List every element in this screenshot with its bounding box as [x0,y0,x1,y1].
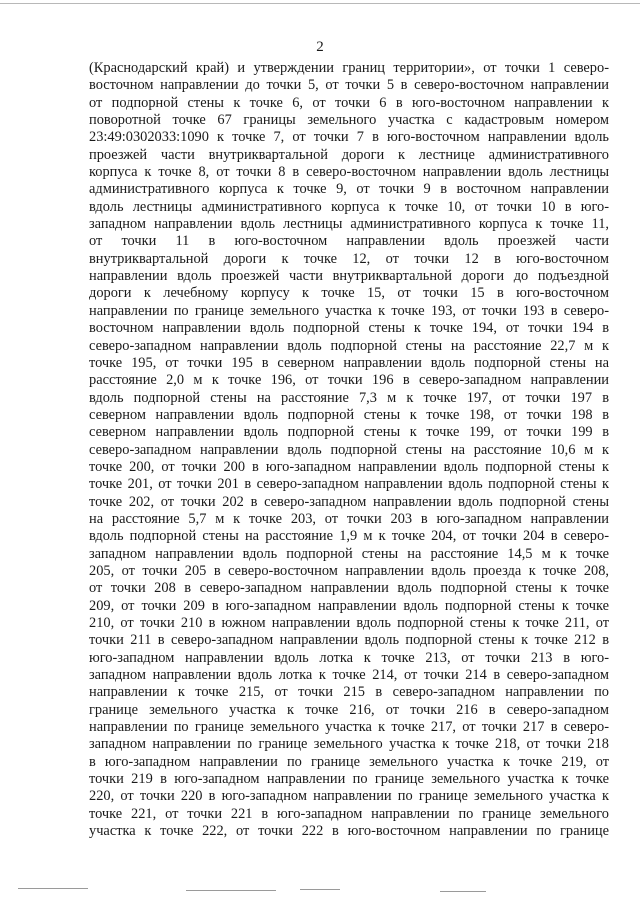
scan-mark [300,889,340,890]
text-line: внутриквартальной дороги к точке 12, от точки 12 в юго-восточном [89,250,609,267]
text-line: северо-западном направлении вдоль подпорной стены на расстояние 10,6 м к [89,441,609,458]
text-line: северном направлении вдоль подпорной стены к точке 199, от точки 199 в [89,424,609,441]
text-line: направлении к точке 215, от точки 215 в северо-западном направлении по [89,684,609,701]
text-line: от точки 208 в северо-западном направлении вдоль подпорной стены к точке [89,580,609,597]
text-line: направлении по границе земельного участка к точке 217, от точки 217 в северо- [89,719,609,736]
text-line: точки 219 в юго-западном направлении по границе земельного участка к точке [89,771,609,788]
text-line: северном направлении вдоль подпорной стены к точке 198, от точки 198 в [89,406,609,423]
text-line: дороги к лечебному корпусу к точке 15, от точки 15 в юго-восточном [89,285,609,302]
text-line: западном направлении вдоль лотка к точке 214, от точки 214 в северо-западном [89,667,609,684]
text-line: от подпорной стены к точке 6, от точки 6 в юго-восточном направлении к [89,94,609,111]
scan-mark [440,891,486,892]
text-line: западном направлении вдоль лестницы административного корпуса к точке 11, [89,216,609,233]
text-line: (Краснодарский край) и утверждении границ территории», от точки 1 северо- [89,60,609,76]
text-line: точке 221, от точки 221 в юго-западном направлении по границе земельного [89,805,609,822]
text-line: на расстояние 5,7 м к точке 203, от точки 203 в юго-западном направлении [89,510,609,527]
text-line: в юго-западном направлении по границе земельного участка к точке 219, от [89,753,609,770]
text-line: точке 200, от точки 200 в юго-западном направлении вдоль подпорной стены к [89,458,609,475]
text-line: поворотной точке 67 границы земельного участка с кадастровым номером [89,112,609,129]
text-line: расстояние 2,0 м к точке 196, от точки 196 в северо-западном направлении [89,372,609,389]
page-number: 2 [316,39,324,55]
bottom-scan-artifacts [0,886,640,898]
text-line: 205, от точки 205 в северо-восточном направлении вдоль проезда к точке 208, [89,562,609,579]
text-line: 23:49:0302033:1090 к точке 7, от точки 7 в юго-восточном направлении вдоль [89,129,609,146]
text-line: участка к точке 222, от точки 222 в юго-восточном направлении по границе [89,823,609,840]
text-line: западном направлении вдоль подпорной стены на расстояние 14,5 м к точке [89,545,609,562]
text-line: восточном направлении вдоль подпорной стены к точке 194, от точки 194 в [89,320,609,337]
text-line: проезжей части внутриквартальной дороги к лестнице административного [89,146,609,163]
text-line: точке 201, от точки 201 в северо-западном направлении вдоль подпорной стены к [89,476,609,493]
scan-mark [186,890,276,891]
scan-mark [18,888,88,889]
text-line: от точки 11 в юго-восточном направлении вдоль проезжей части [89,233,609,250]
text-line: вдоль лестницы административного корпуса к точке 10, от точки 10 в юго- [89,198,609,215]
text-line: вдоль подпорной стены на расстояние 7,3 м к точке 197, от точки 197 в [89,389,609,406]
text-line: 209, от точки 209 в юго-западном направлении вдоль подпорной стены к точке [89,597,609,614]
top-scan-edge-rule [0,3,640,4]
text-line: корпуса к точке 8, от точки 8 в северо-восточном направлении вдоль лестницы [89,164,609,181]
text-line: направлении по границе земельного участка к точке 193, от точки 193 в северо- [89,302,609,319]
text-line: точке 195, от точки 195 в северном направлении вдоль подпорной стены на [89,354,609,371]
text-line: точке 202, от точки 202 в северо-западном направлении вдоль подпорной стены [89,493,609,510]
text-line: восточном направлении до точки 5, от точки 5 в северо-восточном направлении [89,77,609,94]
text-line: западном направлении по границе земельного участка к точке 218, от точки 218 [89,736,609,753]
document-body-text [89,60,609,840]
text-line: границе земельного участка к точке 216, от точки 216 в северо-западном [89,701,609,718]
text-line: 210, от точки 210 в южном направлении вдоль подпорной стены к точке 211, от [89,615,609,631]
text-line: вдоль подпорной стены на расстояние 1,9 м к точке 204, от точки 204 в северо- [89,528,609,545]
text-line: северо-западном направлении вдоль подпорной стены на расстояние 22,7 м к [89,337,609,354]
text-line: 220, от точки 220 в юго-западном направлении по границе земельного участка к [89,788,609,805]
text-line: направлении вдоль проезжей части внутриквартальной дороги до подъездной [89,268,609,285]
text-line: точки 211 в северо-западном направлении вдоль подпорной стены к точке 212 в [89,632,609,649]
text-line: юго-западном направлении вдоль лотка к точке 213, от точки 213 в юго- [89,649,609,666]
text-line: административного корпуса к точке 9, от точки 9 в восточном направлении [89,181,609,198]
